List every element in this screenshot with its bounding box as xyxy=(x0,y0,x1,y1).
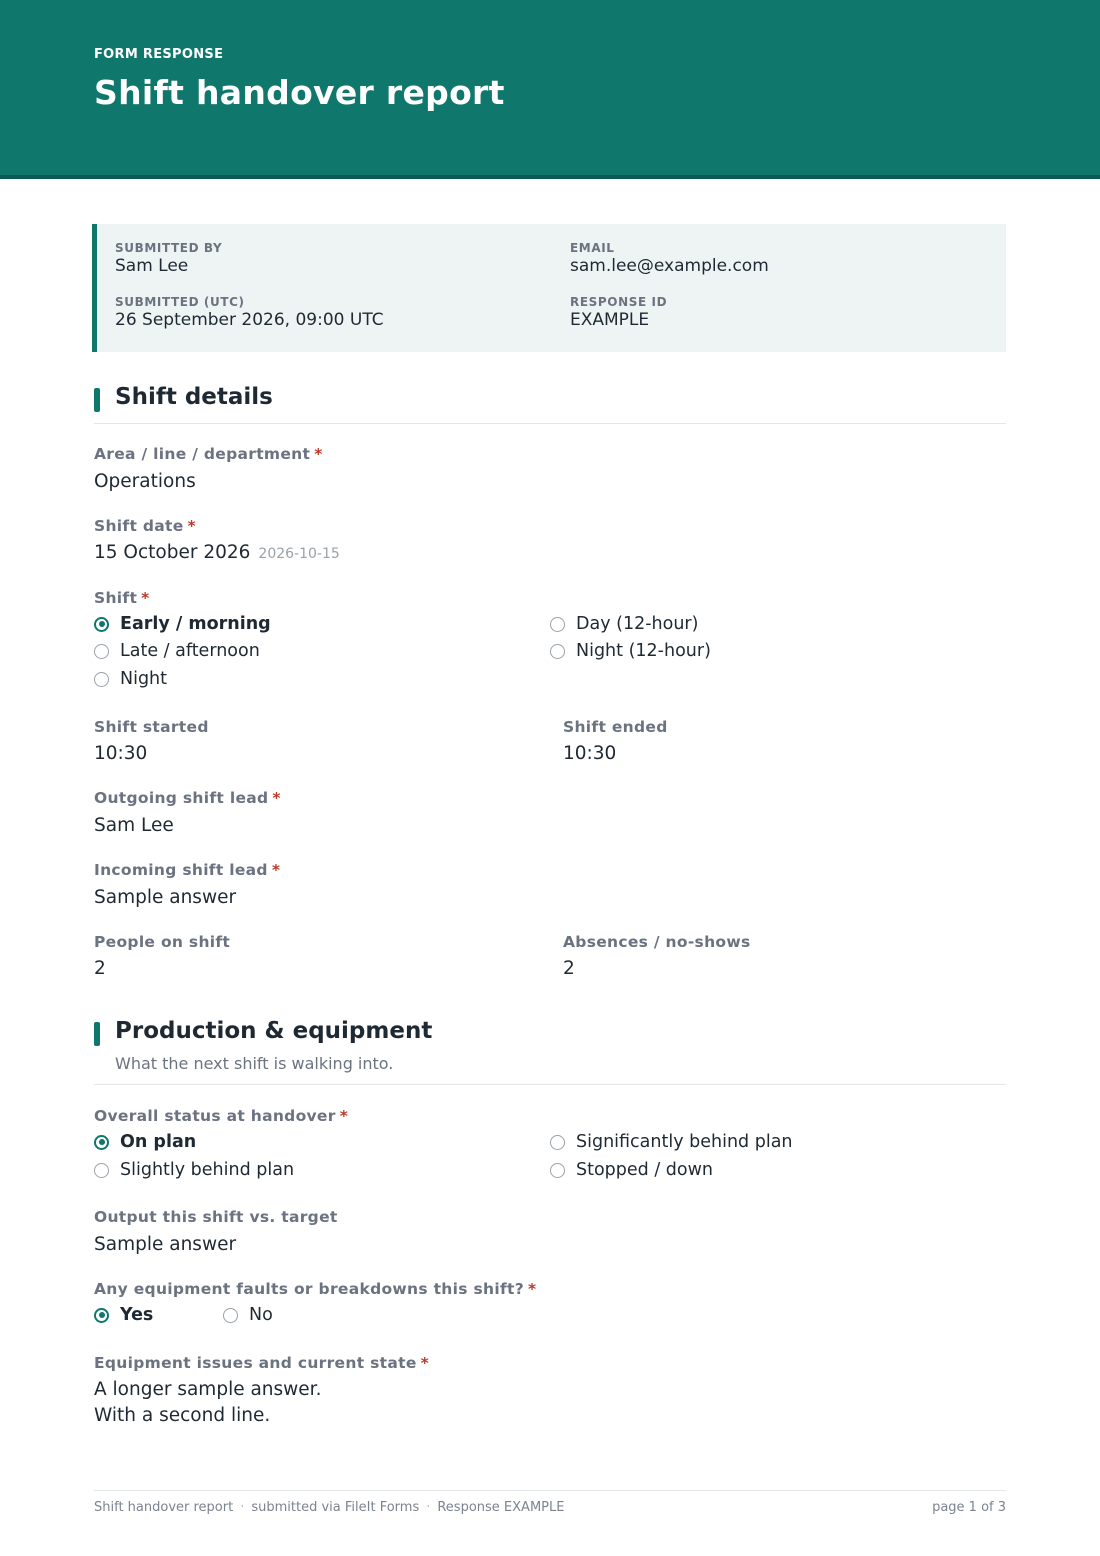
page-header xyxy=(0,0,1100,179)
radio-option-yes[interactable] xyxy=(94,1305,153,1325)
submitted-utc-value: 26 September 2026, 09:00 UTC xyxy=(115,310,384,330)
required-marker: * xyxy=(272,789,281,807)
field-value-equipment-issues-line-1: A longer sample answer. xyxy=(94,1379,322,1400)
section-accent-bar xyxy=(94,388,100,412)
required-marker: * xyxy=(420,1354,430,1372)
radio-option-significantly-behind[interactable] xyxy=(550,1132,793,1152)
field-label-outgoing-lead xyxy=(94,789,281,807)
field-label-equipment-issues xyxy=(94,1354,429,1372)
required-marker: * xyxy=(187,517,196,535)
radio-selected-icon xyxy=(94,617,109,632)
field-value-output-vs-target: Sample answer xyxy=(94,1234,237,1255)
field-label-output-vs-target: Output this shift vs. target xyxy=(94,1208,338,1226)
section-production-equipment xyxy=(94,1018,1006,1085)
form-kicker: FORM RESPONSE xyxy=(94,47,224,62)
required-marker: * xyxy=(314,445,323,463)
label-text: Equipment issues and current state xyxy=(94,1354,417,1372)
option-label: Late / afternoon xyxy=(120,641,260,661)
radio-option-on-plan[interactable] xyxy=(94,1132,196,1152)
section-subtitle: What the next shift is walking into. xyxy=(115,1054,394,1073)
field-label-shift xyxy=(94,589,150,607)
radio-empty-icon xyxy=(94,1163,109,1178)
radio-option-slightly-behind[interactable] xyxy=(94,1160,294,1180)
label-text: Shift date xyxy=(94,517,184,535)
option-label: Day (12-hour) xyxy=(576,614,699,634)
required-marker: * xyxy=(339,1107,349,1125)
footer-response: Response EXAMPLE xyxy=(437,1500,565,1515)
field-value-incoming-lead: Sample answer xyxy=(94,887,237,908)
field-label-equipment-faults xyxy=(94,1280,536,1298)
option-label: Slightly behind plan xyxy=(120,1160,295,1180)
label-text: Any equipment faults or breakdowns this shift? xyxy=(94,1280,524,1298)
page-footer xyxy=(94,1490,1006,1515)
radio-empty-icon xyxy=(223,1308,238,1323)
option-label: Night (12-hour) xyxy=(576,641,711,661)
page-number: page 1 of 3 xyxy=(932,1500,1006,1515)
separator-dot: · xyxy=(240,1500,245,1515)
email-label: EMAIL xyxy=(570,241,615,255)
radio-option-early-morning[interactable] xyxy=(94,614,271,634)
label-text: Area / line / department xyxy=(94,445,311,463)
field-value-equipment-issues-line-2: With a second line. xyxy=(94,1405,271,1426)
section-accent-bar xyxy=(94,1022,100,1046)
field-value-shift-started: 10:30 xyxy=(94,743,148,764)
field-value-shift-ended: 10:30 xyxy=(563,743,617,764)
submitted-utc-label: SUBMITTED (UTC) xyxy=(115,295,245,309)
option-label: Yes xyxy=(120,1305,154,1325)
option-label: Significantly behind plan xyxy=(576,1132,793,1152)
shift-date-text: 15 October 2026 xyxy=(94,542,251,563)
radio-option-late-afternoon[interactable] xyxy=(94,641,260,661)
response-id-value: EXAMPLE xyxy=(570,310,650,330)
option-label: Early / morning xyxy=(120,614,271,634)
email-value: sam.lee@example.com xyxy=(570,256,769,276)
radio-empty-icon xyxy=(94,644,109,659)
section-shift-details xyxy=(94,384,1006,424)
label-text: Outgoing shift lead xyxy=(94,789,269,807)
label-text: Overall status at handover xyxy=(94,1107,336,1125)
field-value-shift-date xyxy=(94,542,340,563)
field-value-area: Operations xyxy=(94,471,196,492)
radio-empty-icon xyxy=(550,617,565,632)
field-label-shift-ended: Shift ended xyxy=(563,718,668,736)
field-value-people-on-shift: 2 xyxy=(94,958,106,979)
footer-via: submitted via FileIt Forms xyxy=(251,1500,420,1515)
response-id xyxy=(570,295,667,330)
field-label-absences: Absences / no-shows xyxy=(563,933,751,951)
field-label-people-on-shift: People on shift xyxy=(94,933,231,951)
section-title: Production & equipment xyxy=(115,1018,433,1044)
field-value-absences: 2 xyxy=(563,958,575,979)
label-text: Incoming shift lead xyxy=(94,861,268,879)
radio-empty-icon xyxy=(550,1135,565,1150)
option-label: On plan xyxy=(120,1132,197,1152)
email xyxy=(570,241,769,276)
submitted-utc xyxy=(115,295,384,330)
submitted-by xyxy=(115,241,222,276)
required-marker: * xyxy=(528,1280,537,1298)
required-marker: * xyxy=(141,589,150,607)
radio-selected-icon xyxy=(94,1135,109,1150)
section-title: Shift details xyxy=(115,384,273,410)
required-marker: * xyxy=(271,861,281,879)
radio-option-stopped-down[interactable] xyxy=(550,1160,713,1180)
submitted-by-label: SUBMITTED BY xyxy=(115,241,223,255)
response-id-label: RESPONSE ID xyxy=(570,295,668,309)
field-value-outgoing-lead: Sam Lee xyxy=(94,815,174,836)
submitted-by-value: Sam Lee xyxy=(115,256,189,276)
field-label-overall-status xyxy=(94,1107,348,1125)
radio-option-no[interactable] xyxy=(223,1305,273,1325)
shift-date-iso-hint: 2026-10-15 xyxy=(258,546,340,562)
field-label-incoming-lead xyxy=(94,861,280,879)
footer-left xyxy=(94,1500,564,1515)
radio-option-day-12h[interactable] xyxy=(550,614,698,634)
footer-form-name: Shift handover report xyxy=(94,1500,234,1515)
radio-option-night[interactable] xyxy=(94,669,167,689)
radio-empty-icon xyxy=(550,1163,565,1178)
radio-selected-icon xyxy=(94,1308,109,1323)
radio-empty-icon xyxy=(550,644,565,659)
radio-empty-icon xyxy=(94,672,109,687)
field-label-shift-started: Shift started xyxy=(94,718,209,736)
submission-meta-panel xyxy=(92,224,1006,352)
option-label: Night xyxy=(120,669,168,689)
label-text: Shift xyxy=(94,589,138,607)
field-label-area xyxy=(94,445,323,463)
separator-dot: · xyxy=(426,1500,431,1515)
field-label-shift-date xyxy=(94,517,196,535)
radio-option-night-12h[interactable] xyxy=(550,641,711,661)
option-label: No xyxy=(249,1305,273,1325)
page-title: Shift handover report xyxy=(94,73,505,112)
option-label: Stopped / down xyxy=(576,1160,714,1180)
